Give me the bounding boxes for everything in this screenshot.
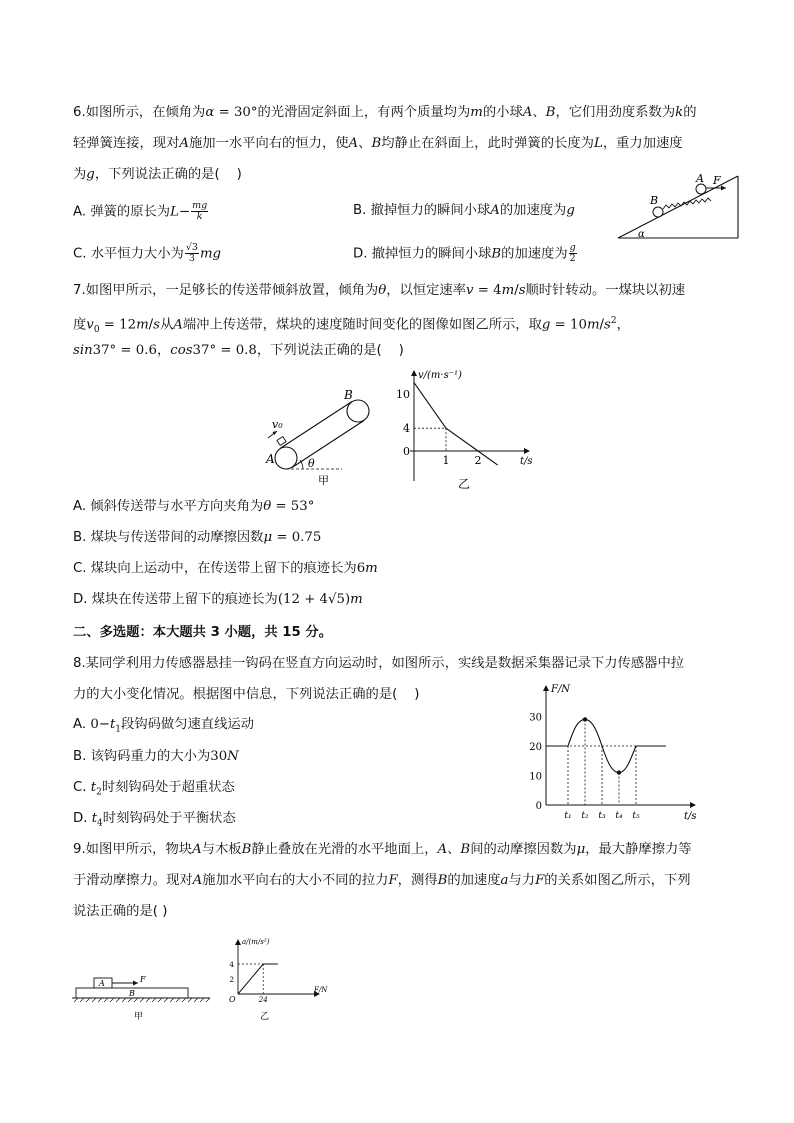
q7-vt-chart [392,363,532,491]
q7-option-b[interactable]: B. 煤块与传送带间的动摩擦因数μ = 0.75 [73,530,322,545]
x-tick-label: t₂ [581,811,589,821]
q7-option-a[interactable]: A. 倾斜传送带与水平方向夹角为θ = 53° [73,499,315,514]
label-b: B [650,194,659,207]
ground-hatch [74,998,210,1002]
x-axis-label: F/N [314,986,328,994]
origin-label: O [229,995,236,1004]
pulley-b [347,400,369,422]
q9-af-chart [222,930,326,1022]
q7-stem-line2: 度$v_0 = 12m/s$从A端冲上传送带，煤块的速度随时间变化的图像如图乙所示，取$g = 10m/s^2$， [73,316,630,336]
q9-stem-line2: 于滑动摩擦力。现对A施加水平向右的大小不同的拉力F，测得B的加速度a与力F的关系如图乙所示，下列 [73,873,691,888]
chart-caption: 乙 [260,1012,270,1022]
data-point [497,464,498,465]
belt-bottom [292,421,364,468]
data-point [477,450,478,451]
q6-option-d[interactable]: D. 撤掉恒力的瞬间小球B的加速度为 $\frac{g}{2}$ [353,242,576,264]
q7-option-d[interactable]: D. 煤块在传送带上留下的痕迹长为(12 + 4√5)m [73,592,363,607]
q7-option-c[interactable]: C. 煤块向上运动中，在传送带上留下的痕迹长为6m [73,561,378,576]
q6-option-c[interactable]: C. 水平恒力大小为 $\frac{√3}{3}$ mg [73,242,222,264]
y-tick-label: 10 [529,771,542,783]
x-tick-label: t₅ [632,811,640,821]
label-a: A [266,452,275,466]
q6-incline-figure [614,168,742,242]
y-tick-label: 0 [535,801,542,812]
q7-stem-line1: 7.如图甲所示，一足够长的传送带倾斜放置，倾角为θ，以恒定速率v = 4m/s顺时针转动。一煤块以初速 [73,283,686,298]
caption-jia: 甲 [134,1012,144,1022]
q8-stem-line2: 力的大小变化情况。根据图中信息，下列说法正确的是( ) [73,687,420,702]
q7-stem-line3: sin37° = 0.6，cos37° = 0.8，下列说法正确的是( ) [73,343,404,358]
label-a: A [696,172,704,185]
spring [663,198,711,209]
q6-option-b[interactable]: B. 撤掉恒力的瞬间小球A的加速度为g [353,203,575,218]
section-2-title: 二、多选题：本大题共 3 小题，共 15 分。 [73,625,333,640]
data-point [445,428,446,429]
q8-option-c[interactable]: C. $t_2$时刻钩码处于超重状态 [73,780,235,798]
chart-caption: 乙 [458,477,471,491]
belt-top [280,402,352,449]
y-axis-label: F/N [551,684,571,695]
y-tick-label: 30 [529,712,542,724]
y-tick-label: 20 [529,742,542,753]
y-tick-label: 2 [229,976,234,984]
label-b: B [344,388,353,402]
x-tick-label: 2 [474,454,482,467]
caption-jia: 甲 [318,474,329,487]
x-tick-label: t₄ [615,811,623,821]
series-line [238,964,278,994]
q6-stem-line2: 轻弹簧连接，现对A施加一水平向右的恒力，使A、B均静止在斜面上，此时弹簧的长度为L，重力加速度 [73,136,683,151]
label-f: F [713,174,721,187]
q7-conveyor-figure [262,388,374,486]
y-tick-label: 0 [403,445,410,458]
y-axis-arrow [411,370,417,376]
label-theta: θ [308,457,315,470]
label-a: A [99,979,105,988]
q9-stem-line1: 9.如图甲所示，物块A与木板B静止叠放在光滑的水平地面上，A、B间的动摩擦因数为μ，最大静摩擦力等 [73,842,692,857]
peak-point [583,717,587,721]
y-axis-arrow [543,685,549,691]
y-tick-label: 4 [403,422,410,436]
pulley-a [275,447,297,469]
q8-option-b[interactable]: B. 该钩码重力的大小为30N [73,749,239,764]
ball-b [653,207,663,217]
series-line [414,383,497,465]
label-b: B [129,989,135,998]
trough-point [617,770,621,774]
x-tick-label: 1 [442,454,450,467]
y-tick-label: 4 [229,961,234,969]
data-point [413,382,414,383]
y-axis-label: v/(m·s⁻¹) [418,370,462,381]
y-axis-arrow [235,939,241,945]
q6-option-a[interactable]: A. 弹簧的原长为L− $\frac{mg}{k}$ [73,200,208,222]
y-tick-label: 10 [396,388,410,401]
q6-stem-line3: 为g，下列说法正确的是( ) [73,167,242,182]
x-tick-label: 24 [258,996,268,1004]
x-axis-label: t/s [520,456,533,467]
x-axis-arrow [690,802,696,808]
x-tick-label: t₃ [598,811,606,821]
x-tick-label: t₁ [564,811,572,821]
label-v0: v₀ [272,418,283,431]
q8-force-chart [522,678,702,823]
x-axis-label: t/s [684,811,697,822]
label-f: F [140,975,146,984]
q9-stem-line3: 说法正确的是( ) [73,904,168,919]
q8-stem-line1: 8.某同学利用力传感器悬挂一钩码在竖直方向运动时，如图所示，实线是数据采集器记录下力传感器中拉 [73,656,685,671]
ball-a [696,184,706,194]
coal-block [277,437,286,446]
y-axis-label: a/(m/s²) [242,938,270,946]
label-alpha: α [638,229,645,240]
x-axis-arrow [524,448,530,454]
q9-blocks-figure [72,965,214,1021]
q8-option-a[interactable]: A. $0-t_1$段钩码做匀速直线运动 [73,717,254,735]
q8-option-d[interactable]: D. $t_4$时刻钩码处于平衡状态 [73,811,236,829]
q6-stem-line1: 6.如图所示，在倾角为α = 30°的光滑固定斜面上，有两个质量均为m的小球A、B，它们用劲度系数为k的 [73,105,697,120]
